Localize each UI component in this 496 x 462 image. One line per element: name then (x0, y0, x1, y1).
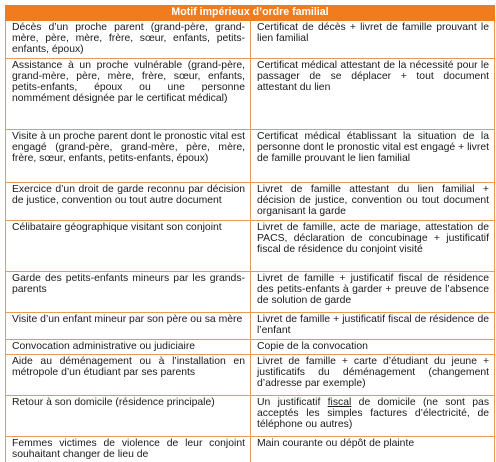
justificatif-cell: Copie de la convocation (251, 339, 495, 354)
justificatif-cell: Livret de famille + justificatif fiscal de résidence de l’enfant (251, 312, 495, 339)
justificatif-cell: Certificat de décès + livret de famille prouvant le lien familial (251, 21, 495, 59)
motif-cell: Aide au déménagement ou à l’installation en métropole d’un étudiant par ses parents (6, 354, 251, 395)
motifs-table (5, 5, 495, 462)
table-row (6, 182, 495, 220)
justificatif-text-start: Un justificatif (257, 396, 328, 408)
table-row (6, 436, 495, 462)
justificatif-cell: Livret de famille attestant du lien familial + décision de justice, convention ou tout document organisant la garde (251, 182, 495, 220)
motif-cell: Assistance à un proche vulnérable (grand-père, grand-mère, père, mère, frère, sœur, enfants, petits-enfants, époux ou une personne nommément désignée par le certificat médical) (6, 58, 251, 129)
motif-cell: Convocation administrative ou judiciaire (6, 339, 251, 354)
justificatif-cell: Certificat médical établissant la situation de la personne dont le pronostic vital est engagé + livret de famille prouvant le lien familial (251, 129, 495, 182)
justificatif-cell: Certificat médical attestant de la nécessité pour le passager de se déplacer + tout document attestant du lien (251, 58, 495, 129)
justificatif-cell: Livret de famille + justificatif fiscal de résidence des petits-enfants à garder + preuve de l’absence de solution de garde (251, 271, 495, 312)
justificatif-cell: Livret de famille + carte d’étudiant du jeune + justificatifs du déménagement (changement d’adresse par exemple) (251, 354, 495, 395)
table-row (6, 21, 495, 59)
motif-cell: Célibataire géographique visitant son conjoint (6, 220, 251, 271)
motif-cell: Visite à un proche parent dont le pronostic vital est engagé (grand-père, grand-mère, père, mère, frère, sœur, enfants, petits-enfants, époux) (6, 129, 251, 182)
motif-cell: Retour à son domicile (résidence principale) (6, 395, 251, 436)
motif-cell: Femmes victimes de violence de leur conjoint souhaitant changer de lieu de (6, 436, 251, 462)
table-row (6, 271, 495, 312)
motif-cell: Exercice d’un droit de garde reconnu par décision de justice, convention ou tout autre document (6, 182, 251, 220)
justificatif-cell: Livret de famille, acte de mariage, attestation de PACS, déclaration de concubinage + justificatif fiscal de résidence du conjoint visité (251, 220, 495, 271)
justificatif-cell (251, 395, 495, 436)
justificatif-text-end: de domicile (ne sont pas acceptés les simples factures d’électricité, de téléphone ou autres) (257, 396, 490, 431)
motif-cell: Décès d’un proche parent (grand-père, grand-mère, père, mère, frère, sœur, enfants, petits-enfants, époux) (6, 21, 251, 59)
justificatif-underlined-word: fiscal (327, 396, 352, 408)
motif-cell: Visite d’un enfant mineur par son père ou sa mère (6, 312, 251, 339)
table-title: Motif impérieux d’ordre familial (6, 6, 495, 21)
table-row (6, 339, 495, 354)
table-row (6, 58, 495, 129)
motif-cell: Garde des petits-enfants mineurs par les grands-parents (6, 271, 251, 312)
table-row (6, 220, 495, 271)
table-row (6, 395, 495, 436)
table-row (6, 312, 495, 339)
table-header-row (6, 6, 495, 21)
justificatif-cell: Main courante ou dépôt de plainte (251, 436, 495, 462)
table-row (6, 129, 495, 182)
table-row (6, 354, 495, 395)
